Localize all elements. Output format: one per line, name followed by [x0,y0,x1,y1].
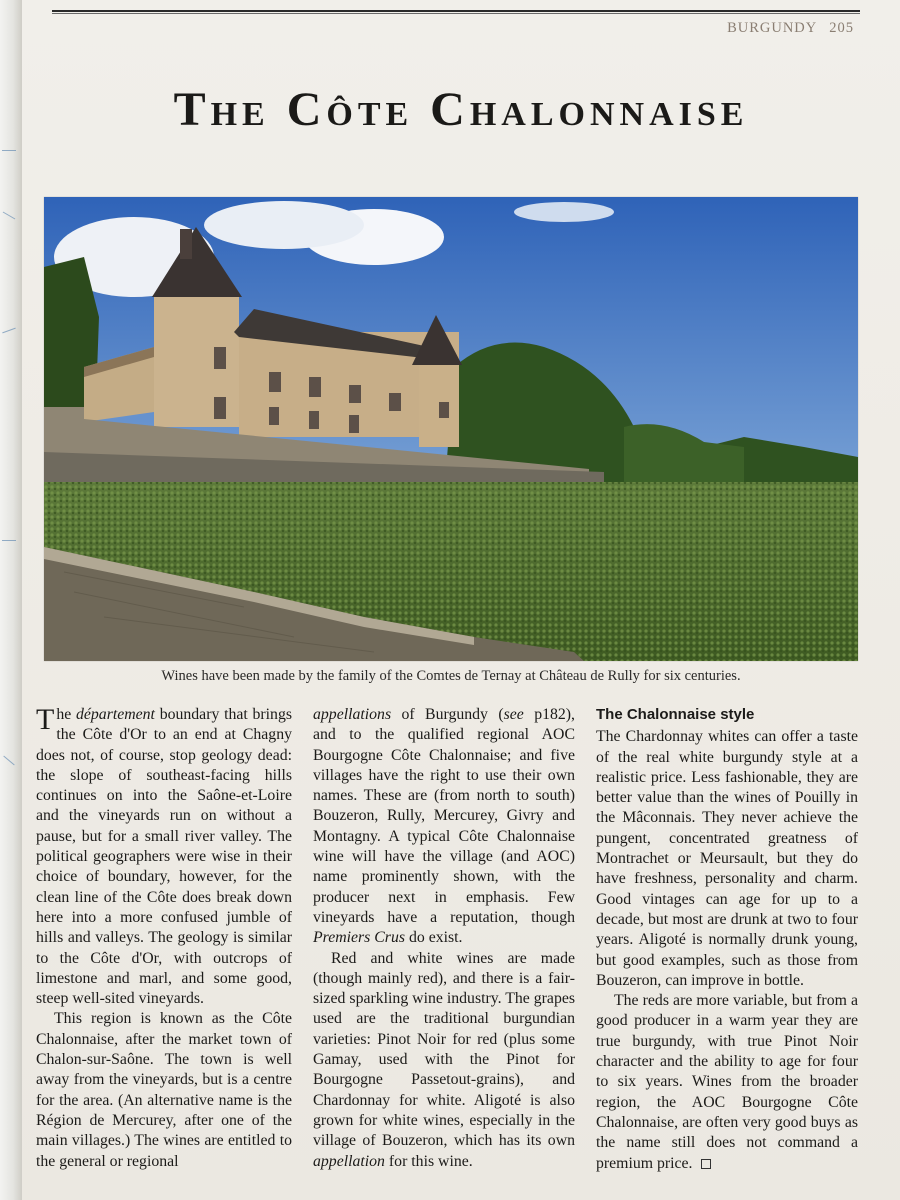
text-column-2 [313,705,575,1172]
text-column-1 [36,705,292,1172]
text-span: for this wine. [384,1152,473,1170]
running-head [727,20,854,37]
italic-term: see [503,706,524,723]
text-span: p182), and to the qualified regional AOC Bourgogne Côte Chalonnaise; and five villages have the right to use their own names. These are (from north to south) Bouzeron, Rully, Mercurey, Givry and Montagny. A typical Côte Chalonnaise wine will have the village (and AOC) name prominently shown, with the producer next in emphasis. Few vineyards have a reputation, though [313,706,575,926]
italic-term: appellations [313,706,392,723]
paragraph [313,705,575,949]
page-number: 205 [829,20,854,36]
top-rule [52,0,860,12]
italic-term: Premiers Crus [313,929,406,947]
section-subhead: The Chalonnaise style [596,706,755,723]
book-page [22,0,900,1200]
text-span: Red and white wines are made (though mainly red), and there is a fair-sized sparkling wine industry. The grapes used are the traditional burgundian varieties: Pinot Noir for red (plus some Gamay, used with the Pinot for Bourgogne Passetout-grains), and Chardonnay for white. Aligoté is also grown for white wines, especially in the village of Bouzeron, which has its own [313,949,575,1150]
italic-term: département [75,706,155,723]
text-column-3 [596,705,858,1174]
text-span: of Burgundy ( [391,706,504,723]
text-span: The reds are more variable, but from a good producer in a warm year they are true burgundy, with true Pinot Noir character and the ability to age for four to six years. Wines from the broader region, the AOC Bourgogne Côte Chalonnaise, are often very good buys as the name still does not command a premium price. [596,992,858,1172]
paragraph: The Chardonnay whites can offer a taste of the real white burgundy style at a realistic price. Less fashionable, they are better value than the wines of Pouilly in the Mâconnais. They never achieve the pungent, concentrated greatness of Montrachet or Meursault, but they do have freshness, personality and charm. Good vintages can age for up to a decade, but most are drunk at two to four years. Aligoté is normally drunk young, but good examples, such as those from Bouzeron, can improve in bottle. [596,728,858,989]
text-span: do exist. [405,929,463,947]
paragraph [313,949,575,1172]
drop-cap: T [36,703,55,736]
text-span: boundary that brings the Côte d'Or to an end at Chagny does not, of course, stop geology dead: the slope of southeast-facing hills continues on into the Saône-et-Loire and the vineyards run on without a pause, but for a small river valley. The political geographers were wise in their choice of boundary, however, for the clean line of the Côte does break down here into a more confused jumble of hills and valleys. The geology is similar to the Côte d'Or, with outcrops of limestone and marl, and some good, steep well-sited vineyards. [36,706,292,1008]
end-mark-icon [701,1159,711,1169]
photo-caption: Wines have been made by the family of the Comtes de Ternay at Château de Rully for six centuries. [161,668,741,684]
running-head-section: BURGUNDY [727,20,818,36]
paragraph: This region is known as the Côte Chalonnaise, after the market town of Chalon-sur-Saône. The town is well away from the vineyards, but is a centre for the area. (An alternative name is the Région de Mercurey, after one of the main villages.) The wines are entitled to the general or regional [36,1010,292,1170]
page-title: The Côte Chalonnaise [173,83,749,136]
paragraph [36,705,292,1009]
italic-term: appellation [313,1152,385,1170]
adjacent-page-edge [0,0,22,1200]
chateau-photo [44,197,858,661]
paragraph [596,991,858,1174]
text-span: he [56,706,76,723]
